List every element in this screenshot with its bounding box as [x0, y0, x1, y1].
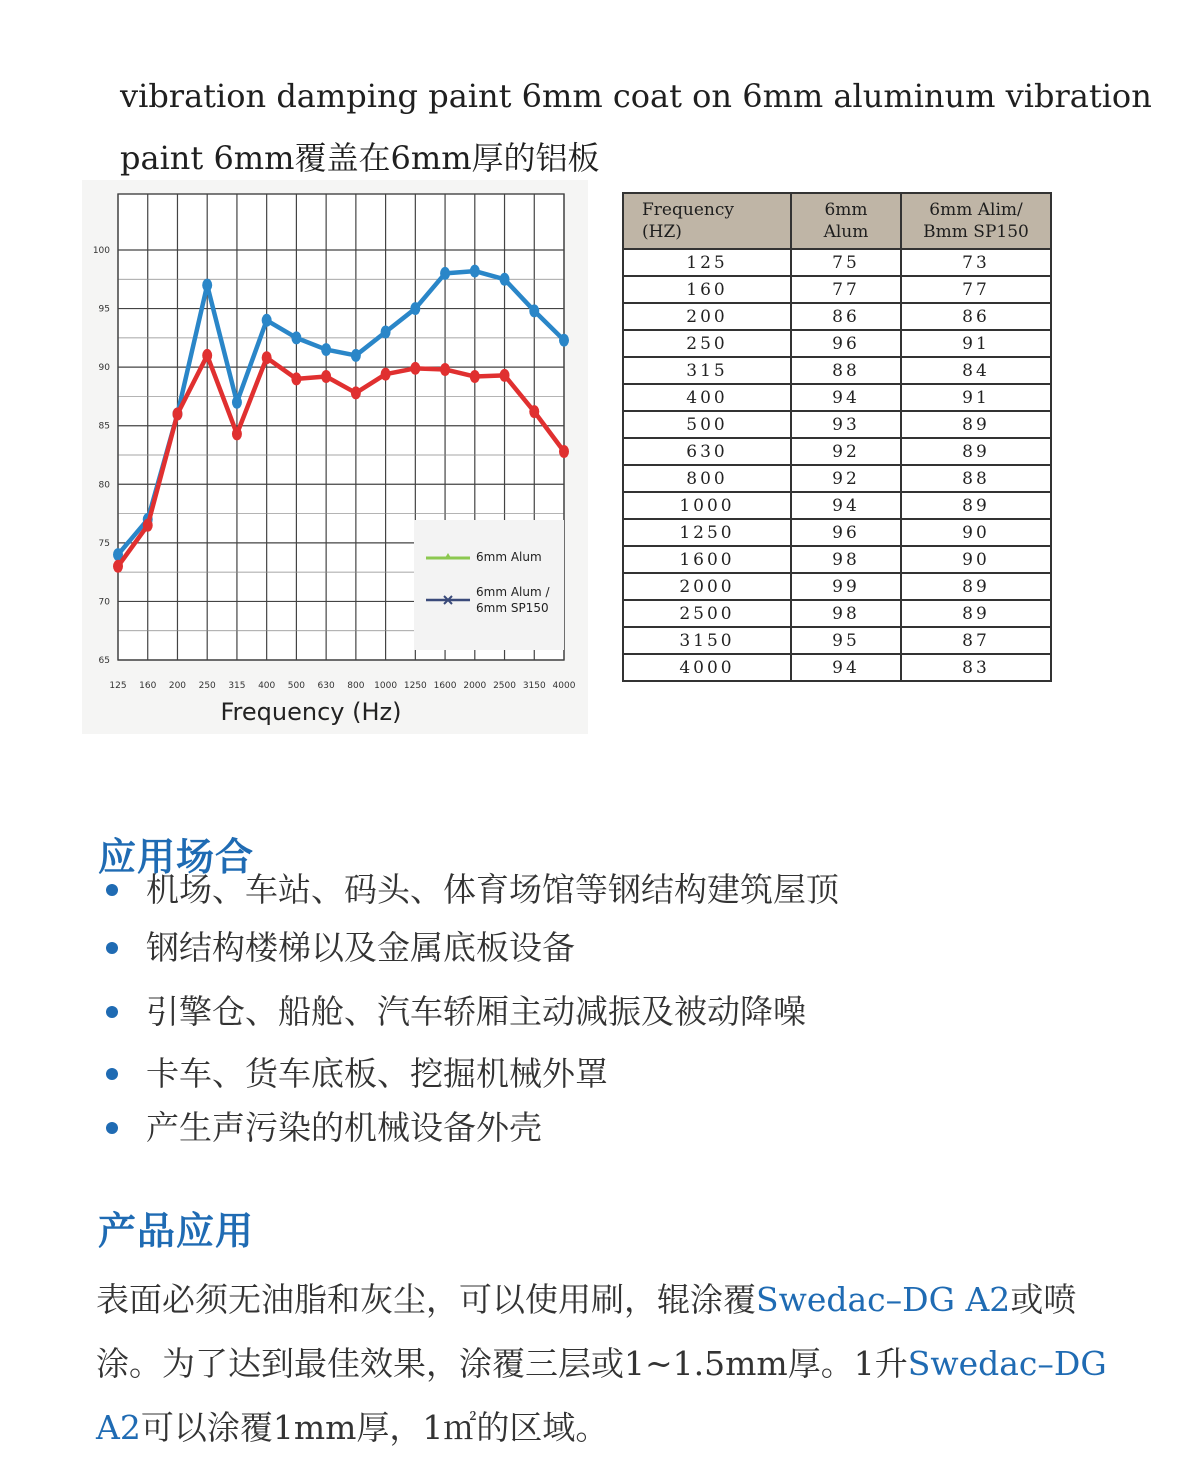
list-item-text: 产生声污染的机械设备外壳	[146, 1108, 542, 1147]
data-point	[529, 304, 539, 317]
data-point	[381, 368, 391, 381]
y-tick-label: 65	[98, 656, 110, 666]
y-tick-label: 80	[98, 480, 110, 491]
data-point	[351, 349, 361, 362]
x-tick-label: 630	[317, 681, 335, 691]
data-point	[321, 343, 331, 356]
table-cell: 84	[901, 357, 1051, 384]
frequency-table	[622, 192, 1052, 682]
y-tick-label: 90	[98, 363, 110, 374]
x-tick-label: 2000	[463, 681, 487, 691]
product-text-2: 或喷涂。为了达到最佳效果，涂覆三层或1~1.5mm厚。1升	[96, 1280, 1077, 1383]
y-tick-label: 95	[98, 304, 110, 315]
table-cell: 89	[901, 438, 1051, 465]
header-frequency	[623, 193, 791, 249]
y-tick-label: 100	[92, 246, 110, 256]
table-header-row	[623, 193, 1051, 249]
table-cell: 73	[901, 249, 1051, 276]
data-point	[202, 279, 212, 292]
bullet-icon	[106, 1122, 118, 1134]
x-tick-label: 200	[168, 681, 187, 691]
list-item	[100, 928, 839, 968]
table-cell: 4000	[623, 654, 791, 681]
data-point	[351, 386, 361, 399]
table-cell: 89	[901, 411, 1051, 438]
table-cell: 250	[623, 330, 791, 357]
header-alum	[791, 193, 901, 249]
header-alum-sp150-bottom: Bmm SP150	[923, 222, 1029, 242]
table-row	[623, 546, 1051, 573]
frequency-chart	[82, 180, 588, 734]
product-text-3: 可以涂覆1mm厚，1㎡的区域。	[140, 1408, 609, 1447]
table-cell: 91	[901, 330, 1051, 357]
table-cell: 1600	[623, 546, 791, 573]
table-cell: 83	[901, 654, 1051, 681]
x-tick-label: 1600	[433, 681, 457, 691]
brand-name: Swedac–DG A2	[96, 1344, 1107, 1447]
table-row	[623, 411, 1051, 438]
header-alum-sp150-top: 6mm Alim/	[929, 200, 1023, 220]
header-frequency-bottom: (HZ)	[642, 222, 682, 242]
data-point	[143, 519, 153, 532]
table-row	[623, 330, 1051, 357]
y-tick-label: 85	[98, 421, 110, 432]
product-text-1: 表面必须无油脂和灰尘，可以使用刷，辊涂覆	[96, 1280, 756, 1319]
data-point	[202, 349, 212, 362]
table-cell: 77	[901, 276, 1051, 303]
data-point	[440, 267, 450, 280]
table-row	[623, 627, 1051, 654]
table-cell: 88	[901, 465, 1051, 492]
table-cell: 93	[791, 411, 901, 438]
table-cell: 88	[791, 357, 901, 384]
data-point	[113, 560, 123, 573]
x-tick-label: 500	[287, 681, 305, 691]
table-row	[623, 600, 1051, 627]
data-point	[500, 273, 510, 286]
header-alum-bottom: Alum	[823, 222, 869, 242]
x-axis-label: Frequency (Hz)	[220, 698, 402, 726]
data-point	[321, 370, 331, 383]
list-item	[100, 1054, 839, 1094]
table-cell: 90	[901, 546, 1051, 573]
header-frequency-top: Frequency	[642, 200, 734, 220]
bullet-icon	[106, 942, 118, 954]
x-tick-label: 1250	[403, 681, 427, 691]
table-cell: 91	[901, 384, 1051, 411]
table-cell: 630	[623, 438, 791, 465]
legend-label-2-top: 6mm Alum /	[476, 585, 550, 599]
table-cell: 96	[791, 330, 901, 357]
header-line-2: paint 6mm覆盖在6mm厚的铝板	[120, 139, 600, 177]
table-cell: 400	[623, 384, 791, 411]
data-point	[232, 427, 242, 440]
x-tick-label: 400	[258, 681, 276, 691]
table-row	[623, 654, 1051, 681]
table-cell: 92	[791, 465, 901, 492]
table-cell: 86	[901, 303, 1051, 330]
bullet-icon	[106, 884, 118, 896]
legend-label-1: 6mm Alum	[476, 550, 542, 564]
data-point	[470, 265, 480, 278]
x-tick-label: 250	[198, 681, 216, 691]
table-row	[623, 519, 1051, 546]
data-point	[172, 408, 182, 421]
data-point	[262, 351, 272, 364]
legend-label-2-bottom: 6mm SP150	[476, 601, 549, 615]
table-cell: 500	[623, 411, 791, 438]
table-row	[623, 249, 1051, 276]
x-tick-label: 4000	[552, 681, 576, 691]
applications-list	[100, 870, 839, 1148]
table-row	[623, 384, 1051, 411]
data-point	[291, 331, 301, 344]
list-item-text: 钢结构楼梯以及金属底板设备	[146, 928, 575, 967]
table-cell: 86	[791, 303, 901, 330]
table-cell: 98	[791, 546, 901, 573]
frequency-table-wrap	[622, 192, 1052, 682]
table-row	[623, 438, 1051, 465]
data-point	[529, 405, 539, 418]
header-alum-sp150	[901, 193, 1051, 249]
brand-name: Swedac–DG A2	[756, 1280, 1011, 1319]
y-tick-label: 70	[98, 597, 110, 608]
table-row	[623, 303, 1051, 330]
x-tick-label: 125	[109, 681, 127, 691]
table-cell: 96	[791, 519, 901, 546]
table-cell: 98	[791, 600, 901, 627]
table-cell: 75	[791, 249, 901, 276]
data-point	[381, 326, 391, 339]
table-cell: 2000	[623, 573, 791, 600]
table-cell: 160	[623, 276, 791, 303]
table-cell: 94	[791, 492, 901, 519]
table-cell: 125	[623, 249, 791, 276]
x-tick-label: 160	[139, 681, 157, 691]
table-cell: 89	[901, 492, 1051, 519]
table-cell: 95	[791, 627, 901, 654]
data-point	[500, 369, 510, 382]
table-cell: 315	[623, 357, 791, 384]
x-tick-label: 3150	[522, 681, 546, 691]
table-cell: 92	[791, 438, 901, 465]
table-cell: 89	[901, 573, 1051, 600]
table-cell: 800	[623, 465, 791, 492]
data-point	[410, 302, 420, 315]
data-point	[470, 370, 480, 383]
table-cell: 87	[901, 627, 1051, 654]
data-point	[559, 445, 569, 458]
table-row	[623, 465, 1051, 492]
x-tick-label: 2500	[493, 681, 516, 691]
table-cell: 89	[901, 600, 1051, 627]
header-alum-top: 6mm	[824, 200, 868, 220]
table-cell: 94	[791, 384, 901, 411]
data-point	[262, 314, 272, 327]
data-point	[410, 362, 420, 375]
table-cell: 3150	[623, 627, 791, 654]
list-item-text: 引擎仓、船舱、汽车轿厢主动减振及被动降噪	[146, 992, 806, 1031]
list-item-text: 卡车、货车底板、挖掘机械外罩	[146, 1054, 608, 1093]
table-cell: 99	[791, 573, 901, 600]
applications-title: 应用场合	[98, 835, 255, 879]
data-point	[232, 396, 242, 409]
data-point	[559, 334, 569, 347]
table-row	[623, 357, 1051, 384]
table-cell: 90	[901, 519, 1051, 546]
x-tick-label: 800	[347, 681, 365, 691]
list-item-text: 机场、车站、码头、体育场馆等钢结构建筑屋顶	[146, 870, 839, 909]
table-cell: 2500	[623, 600, 791, 627]
y-tick-label: 75	[98, 538, 110, 549]
data-point	[291, 372, 301, 385]
table-cell: 200	[623, 303, 791, 330]
x-tick-label: 1000	[374, 681, 398, 691]
bullet-icon	[106, 1006, 118, 1018]
list-item	[100, 1108, 839, 1148]
table-row	[623, 573, 1051, 600]
data-point	[440, 363, 450, 376]
table-row	[623, 492, 1051, 519]
bullet-icon	[106, 1068, 118, 1080]
table-cell: 94	[791, 654, 901, 681]
table-cell: 1250	[623, 519, 791, 546]
x-tick-label: 315	[228, 681, 246, 691]
table-cell: 1000	[623, 492, 791, 519]
list-item	[100, 992, 839, 1032]
product-title: 产品应用	[98, 1209, 255, 1253]
header-line-1: vibration damping paint 6mm coat on 6mm aluminum vibration	[120, 77, 1152, 115]
product-paragraph	[96, 1268, 1136, 1460]
table-cell: 77	[791, 276, 901, 303]
table-row	[623, 276, 1051, 303]
list-item	[100, 870, 839, 910]
